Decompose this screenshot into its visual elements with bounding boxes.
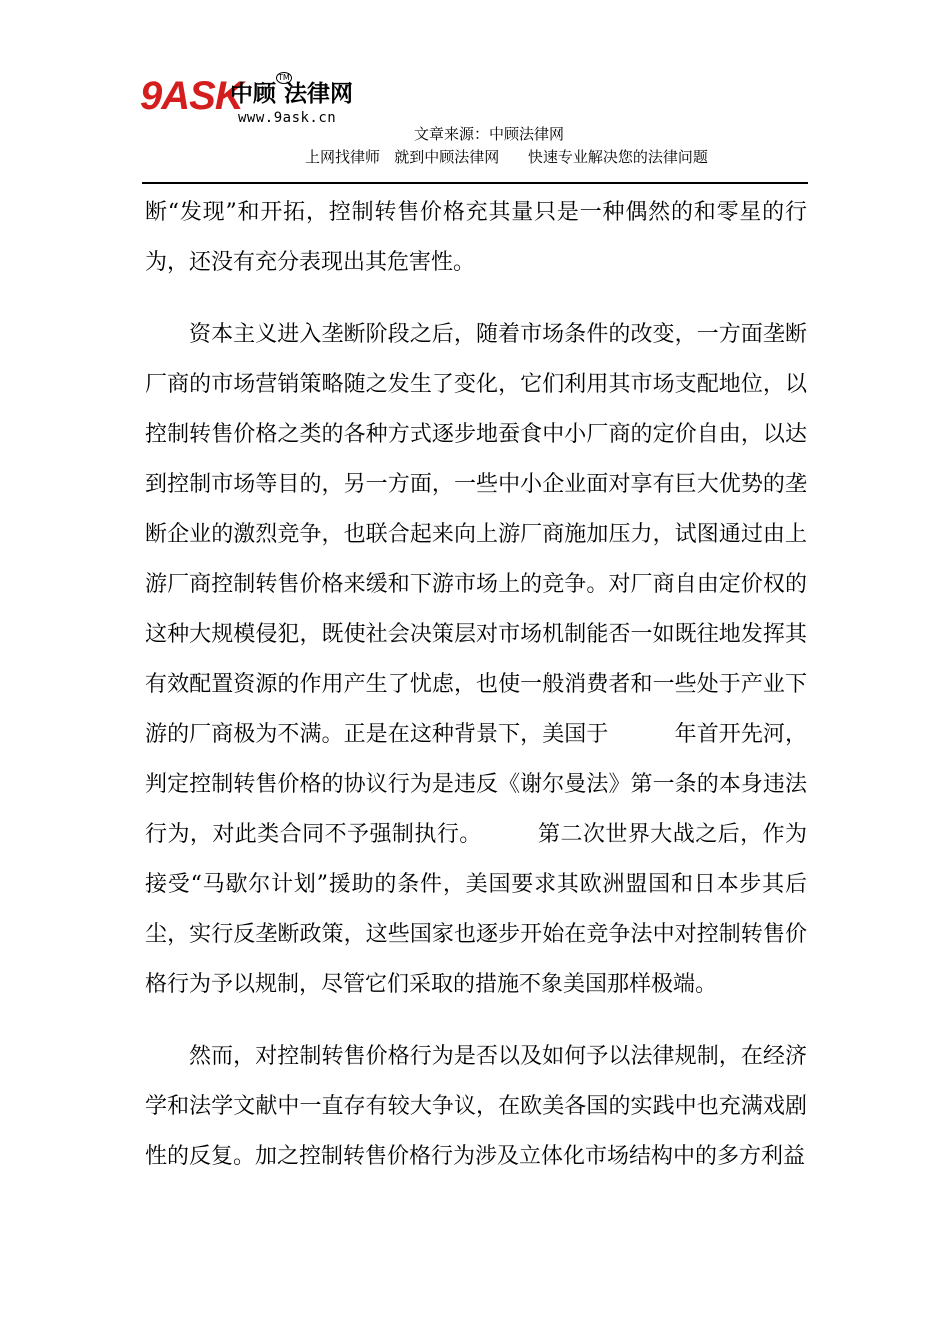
header-slogan: 上网找律师 就到中顾法律网 快速专业解决您的法律问题 bbox=[305, 148, 708, 166]
article-source: 文章来源：中顾法律网 bbox=[414, 125, 565, 143]
header-divider bbox=[142, 182, 808, 184]
article-body bbox=[145, 188, 807, 1182]
trademark-icon: TM bbox=[278, 73, 290, 82]
paragraph: 资本主义进入垄断阶段之后，随着市场条件的改变，一方面垄断厂商的市场营销策略随之发生了变化，它们利用其市场支配地位，以控制转售价格之类的各种方式逐步地蚕食中小厂商的定价自由，以达到控制市场等目的，另一方面，一些中小企业面对享有巨大优势的垄断企业的激烈竞争，也联合起来向上游厂商施加压力，试图通过由上游厂商控制转售价格来缓和下游市场上的竞争。对厂商自由定价权的这种大规模侵犯，既使社会决策层对市场机制能否一如既往地发挥其有效配置资源的作用产生了忧虑，也使一般消费者和一些处于产业下游的厂商极为不满。正是在这种背景下，美国于 年首开先河，判定控制转售价格的协议行为是违反《谢尔曼法》第一条的本身违法行为，对此类合同不予强制执行。 第二次世界大战之后，作为接受“马歇尔计划”援助的条件，美国要求其欧洲盟国和日本步其后尘，实行反垄断政策，这些国家也逐步开始在竞争法中对控制转售价格行为予以规制，尽管它们采取的措施不象美国那样极端。 bbox=[145, 322, 807, 997]
paragraph: 然而，对控制转售价格行为是否以及如何予以法律规制，在经济学和法学文献中一直存有较大争议，在欧美各国的实践中也充满戏剧性的反复。加之控制转售价格行为涉及立体化市场结构中的多方利益 bbox=[145, 1044, 807, 1169]
logo-url: www.9ask.cn bbox=[238, 110, 337, 126]
logo-name: 中顾 法律网 bbox=[230, 81, 354, 107]
site-logo bbox=[140, 72, 380, 132]
logo-mark: 9ASK bbox=[140, 74, 243, 118]
paragraph: 断“发现”和开拓，控制转售价格充其量只是一种偶然的和零星的行为，还没有充分表现出其危害性。 bbox=[145, 200, 807, 275]
